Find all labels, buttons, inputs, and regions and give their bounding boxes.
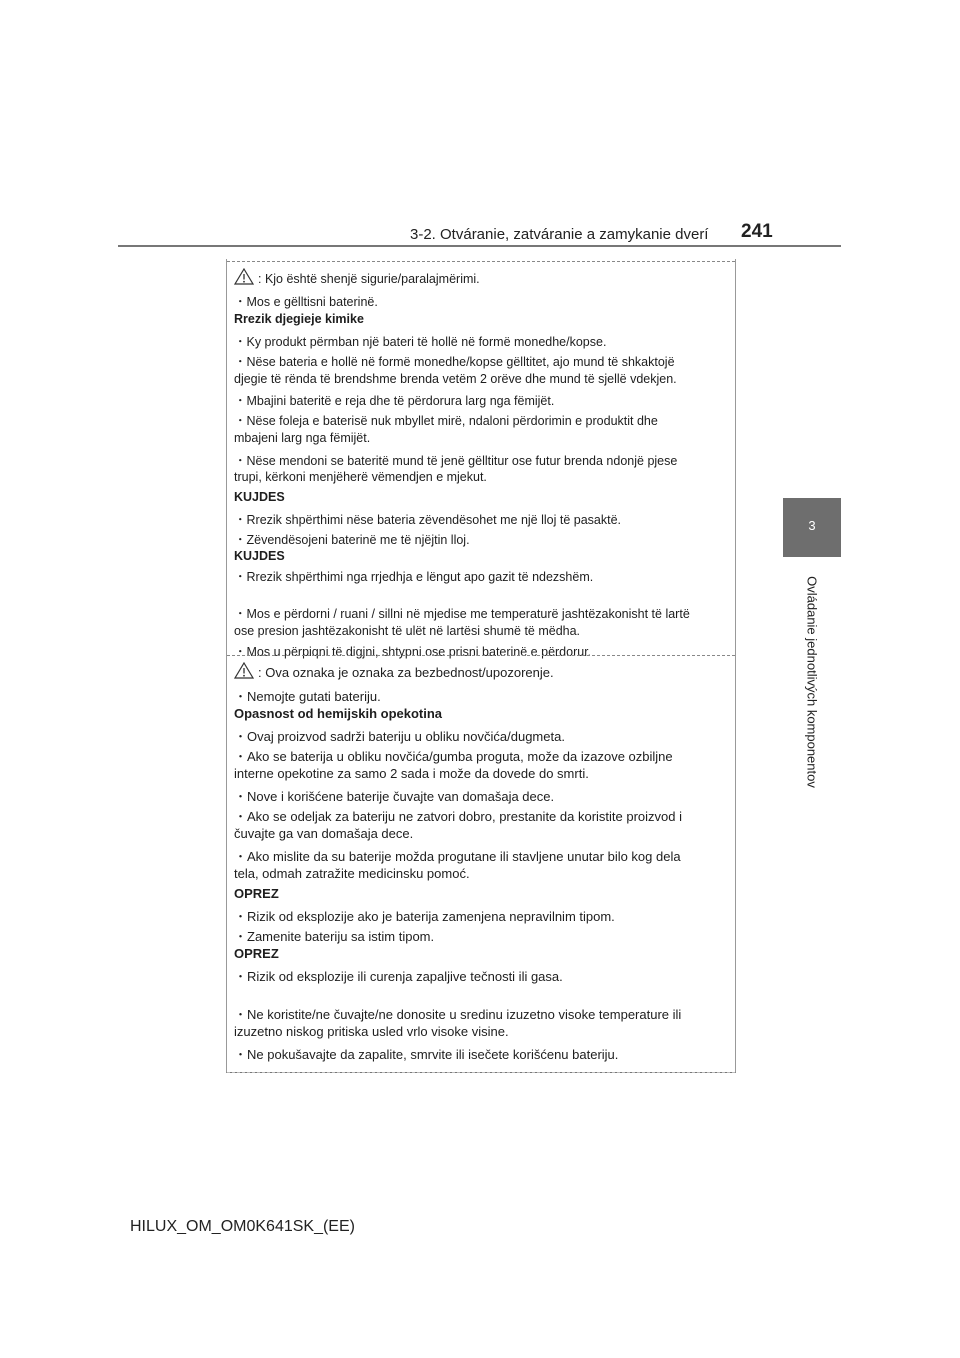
warning-text-line: ・Rrezik shpërthimi nga rrjedhja e lëngut apo gazit të ndezshëm. — [234, 570, 594, 584]
scanned-warning-label — [226, 259, 736, 1073]
warning-text-line: ・Ovaj proizvod sadrži bateriju u obliku novčića/dugmeta. — [234, 729, 565, 744]
warning-text-line: ・Mos u përpiqni të digjni, shtypni ose prisni baterinë e përdorur. — [234, 645, 592, 659]
warning-text-line: ・Zëvendësojeni baterinë me të njëjtin lloj. — [234, 533, 470, 547]
warning-text-line: ・Ky produkt përmban një bateri të hollë në formë monedhe/kopse. — [234, 335, 607, 349]
warning-text-line: ・Nëse bateria e hollë në formë monedhe/kopse gëlltitet, ajo mund të shkaktojë — [234, 355, 675, 369]
warning-text-line: ・Rrezik shpërthimi nëse bateria zëvendësohet me një lloj të pasaktë. — [234, 513, 622, 527]
warning-text-line: ・Nëse mendoni se bateritë mund të jenë gëlltitur ose futur brenda ndonjë pjese — [234, 454, 678, 468]
section-title: 3-2. Otváranie, zatváranie a zamykanie dverí — [410, 226, 709, 243]
warning-text-line: ・Nemojte gutati bateriju. — [234, 689, 381, 704]
caution-heading: KUJDES — [234, 490, 285, 504]
warning-text-line: ・Ne pokušavajte da zapalite, smrvite ili isečete korišćenu bateriju. — [234, 1047, 619, 1062]
warning-text-line: ・Mos e përdorni / ruani / sillni në mjedise me temperaturë jashtëzakonisht të lartë — [234, 607, 690, 621]
warning-text-line: ・Rizik od eksplozije ako je baterija zamenjena nepravilnim tipom. — [234, 909, 615, 924]
warning-text-line: izuzetno niskog pritiska usled vrlo visoke visine. — [234, 1024, 509, 1039]
warning-text-line: trupi, kërkoni menjëherë vëmendjen e mjekut. — [234, 470, 487, 484]
warning-text-line: interne opekotine za samo 2 sada i može da dovede do smrti. — [234, 766, 589, 781]
warning-text-line: čuvajte ga van domašaja dece. — [234, 826, 414, 841]
warning-text-line: ・Mbajini bateritë e reja dhe të përdorura larg nga fëmijët. — [234, 394, 555, 408]
caution-heading: OPREZ — [234, 946, 279, 961]
warning-text-line: tela, odmah zatražite medicinsku pomoć. — [234, 866, 470, 881]
warning-text-line: ・Zamenite bateriju sa istim tipom. — [234, 929, 435, 944]
warning-text-line: ose presion jashtëzakonisht të ulët në lartësi shumë të mëdha. — [234, 624, 581, 638]
warning-panel-albanian — [227, 261, 735, 659]
warning-text-line: ・Ako se baterija u obliku novčića/gumba proguta, može da izazove ozbiljne — [234, 749, 673, 764]
warning-text-line: ・Ne koristite/ne čuvajte/ne donosite u sredinu izuzetno visoke temperature ili — [234, 1007, 682, 1022]
document-code: HILUX_OM_OM0K641SK_(EE) — [130, 1218, 355, 1235]
warning-text-line: ・Nëse foleja e baterisë nuk mbyllet mirë, ndaloni përdorimin e produktit dhe — [234, 414, 658, 428]
warning-text-line: : Kjo është shenjë sigurie/paralajmërimi. — [258, 272, 480, 286]
header-divider — [118, 245, 841, 247]
warning-heading: Rrezik djegieje kimike — [234, 312, 364, 326]
warning-text-line: ・Ako mislite da su baterije možda progutane ili stavljene unutar bilo kog dela — [234, 849, 681, 864]
warning-text-line: ・Rizik od eksplozije ili curenja zapaljive tečnosti ili gasa. — [234, 969, 563, 984]
warning-text-line: ・Ako se odeljak za bateriju ne zatvori dobro, prestanite da koristite proizvod i — [234, 809, 683, 824]
warning-triangle-icon — [234, 268, 254, 285]
caution-heading: KUJDES — [234, 549, 285, 563]
warning-heading: Opasnost od hemijskih opekotina — [234, 706, 443, 721]
warning-triangle-icon — [234, 662, 254, 679]
chapter-tab — [783, 498, 841, 557]
caution-heading: OPREZ — [234, 886, 279, 901]
warning-text-line: : Ova oznaka je oznaka za bezbednost/upozorenje. — [258, 665, 554, 680]
warning-text-line: mbajeni larg nga fëmijët. — [234, 431, 371, 445]
warning-text-line: djegie të rënda të brendshme brenda vetëm 2 orëve dhe mund të sjellë vdekjen. — [234, 372, 677, 386]
warning-text-line: ・Nove i korišćene baterije čuvajte van domašaja dece. — [234, 789, 555, 804]
warning-text-line: ・Mos e gëlltisni baterinë. — [234, 295, 378, 309]
page-number: 241 — [741, 221, 773, 242]
chapter-title: Ovládanie jednotlivých komponentov — [804, 576, 820, 788]
warning-panel-serbian — [227, 655, 735, 1073]
chapter-number: 3 — [808, 518, 816, 533]
